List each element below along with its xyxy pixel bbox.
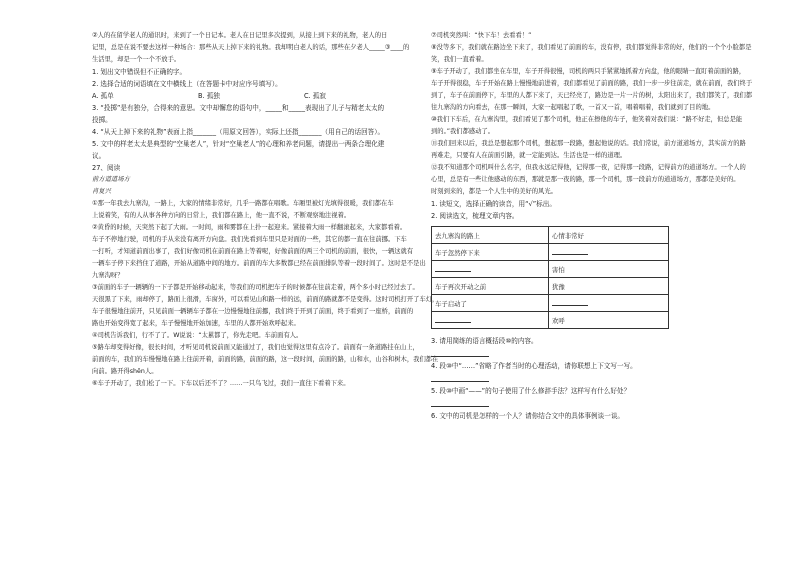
passage-line: ③前面的车子一辆辆的一下子都是开始移动起来，等我们的司机把车子的时候都在往前走着，两个多小时已经过去了。 bbox=[92, 284, 419, 291]
table-cell-mood bbox=[549, 295, 669, 312]
table-cell-stage: 车子启动了 bbox=[432, 295, 549, 312]
table-cell-stage: 车子再次开动之前 bbox=[432, 278, 549, 295]
option-item: C. 孤寂 bbox=[304, 92, 326, 100]
passage-line: 车子不停地行驶，司机的手从来没有离开方向盘。我们先看到车里只是对面的一些，其它的都一直在往前挪。下车 bbox=[92, 236, 407, 243]
option-item: A. 孤单 bbox=[92, 92, 114, 100]
question-line: 2. 阅读选文，梳理文章内容。 bbox=[431, 212, 519, 220]
passage-line: 肖复兴 bbox=[92, 188, 111, 195]
passage-line: ⑧没等多下，我们就在路边坐下来了，我们看见了前面的车，没有停，我们都觉得非常的好，他们的一个个小脸都是 bbox=[431, 44, 752, 51]
table-cell-mood bbox=[549, 244, 669, 261]
passage-line: ⑤路车却变得好像，很长时间，才听见司机说前面又能通过了，我们也觉得这里有点冷了。前面有一条道路挂在山上， bbox=[92, 344, 419, 351]
passage-line: 车子很慢地往前开，只见前面一辆辆车子都在一边慢慢地往前挪，我们终于开到了前面，终于看到了一座桥，前面的 bbox=[92, 308, 414, 315]
passage-line: ⑦司机突然叫：“快下车！去看看！” bbox=[431, 32, 532, 39]
passage-line: 记里，总是在说不要去这样一种场合：那些从天上掉下来的礼物。我却明白老人的话，那些在夕老人_____③____的 bbox=[92, 44, 410, 51]
question-line: 4. 段⑩中“……”省略了作者当时的心理活动，请你联想上下文写一写。 bbox=[431, 362, 637, 370]
passage-line: ①那一年我去九寨沟，一路上，大家的情绪非常好，几乎一路都在唱歌。车厢里被灯光填得很暖，我们都在车 bbox=[92, 200, 394, 207]
passage-line: 向前。路开得shēn人。 bbox=[92, 368, 158, 375]
right-questions bbox=[431, 335, 708, 422]
passage-line: 上说着笑，有的人从事各种方向的日常上，我们都在路上，他一直不说，不断观察地注视着。 bbox=[92, 212, 351, 219]
question-line: 投掷。 bbox=[92, 116, 112, 124]
table-cell-mood: 犹豫 bbox=[549, 278, 669, 295]
answer-blank bbox=[435, 265, 471, 272]
answer-blank bbox=[552, 248, 588, 255]
passage-line: 笑，我们一直看着。 bbox=[431, 56, 488, 63]
table-cell-mood: 害怕 bbox=[549, 261, 669, 278]
table-row bbox=[432, 261, 669, 278]
table-row bbox=[432, 244, 669, 261]
table-row bbox=[432, 312, 669, 329]
passage-line: ②人的在留学老人的通讯时，来到了一个日记本。老人在日记里多次提到，从接上到下来的礼物，老人的日 bbox=[92, 32, 388, 39]
table-row bbox=[432, 295, 669, 312]
question-line: 3. “投掷”是有独分，合得来的意思。文中却懈怠的语句中，_____和_____表现出了儿子与精老太太的 bbox=[92, 104, 385, 112]
passage-line: ⑫我不知道那个司机叫什么名字，但我永远记得他，记得那一夜，记得那一段路，记得前方的道道场方。一个人的 bbox=[431, 164, 746, 171]
option-item: B. 孤独 bbox=[198, 92, 220, 100]
passage-line: ⑩我们下车后，在九寨沟里，我们看见了那个司机，他正在擦他的车子，他笑着对我们说：“路不好走，但总是能 bbox=[431, 116, 743, 123]
passage-line: 心里，总是有一些让他感动的东西，那就是那一夜的路，那一个司机，那一段前方的道道场方，那都是美好的。 bbox=[431, 176, 740, 183]
question-line: 4. “从天上掉下来的礼物”表面上指_______（用原文回答），实际上还指_______（用自己的话回答）。 bbox=[92, 128, 385, 136]
table-row bbox=[432, 227, 669, 244]
passage-line: 生活里，却是一个一个不放手。 bbox=[92, 56, 181, 63]
passage-line: 路也开始变得宽了起来，车子慢慢地开始加速，车里的人都开始欢呼起来。 bbox=[92, 320, 300, 327]
passage-line: 天很黑了下来，雨却停了，路面上很滑，车窗外，可以看见山和路一样的远，前面的路就都不是变得。这时司机打开了车灯， bbox=[92, 296, 439, 303]
passage-line: ⑪我们回来以后，我总是想起那个司机，想起那一段路，想起他说的话。我们常说，前方道道场方，其实前方的路 bbox=[431, 140, 746, 147]
passage-line: 往九寨沟的方向看去，在那一瞬间，大家一起唱起了歌，一首又一首，唱着唱着，我们就到了目的地。 bbox=[431, 104, 715, 111]
answer-line bbox=[431, 372, 489, 382]
question-line: 议。 bbox=[92, 152, 106, 160]
answer-line bbox=[431, 347, 489, 357]
passage-line: ⑥车子开动了，我们松了一下。下车以后还不了？……一只鸟飞过，我们一直往下看着下来。 bbox=[92, 380, 350, 387]
passage-line: ⑨车子开动了，我们都坐在车里，车子开得很慢，司机的两只手紧紧地抓着方向盘，他的眼睛一直盯着前面的路， bbox=[431, 68, 746, 75]
question-line: 3. 请用简练的语言概括段⑩的内容。 bbox=[431, 337, 538, 345]
passage-line: 到的。”我们都感动了。 bbox=[431, 128, 495, 135]
question-line: 5. 文中的样老太太是典型的“空巢老人”，针对“空巢老人”的心理和养老问题，请提出一两条合理化建 bbox=[92, 140, 385, 148]
table-cell-stage: 车子忽然停下来 bbox=[432, 244, 549, 261]
answer-blank bbox=[552, 299, 588, 306]
question-line: 6. 文中的司机是怎样的一个人？请你结合文中的具体事例谈一谈。 bbox=[431, 412, 625, 420]
options-row bbox=[92, 90, 410, 102]
passage-line: 前方道道场方 bbox=[92, 176, 130, 183]
passage-line: 九寨沟呀？ bbox=[92, 272, 124, 279]
passage-line: 一辆车子停下来挡住了道路，开始从道路中间的地方。前面的车大多数都已经在前面排队等着一段时间了。这时是不是出 bbox=[92, 260, 426, 267]
question-line: 1. 读短文，选择正确的读音，用“√”标出。 bbox=[431, 200, 556, 208]
table-cell-stage: 去九寨沟的路上 bbox=[432, 227, 549, 244]
question-line: 27、阅读 bbox=[92, 164, 121, 172]
answer-line bbox=[431, 397, 489, 407]
passage-line: 再难走，只要有人在前面引路，就一定能到达。生活也是一样的道理。 bbox=[431, 152, 627, 159]
question-line: 5. 段⑩中画“——”的句子使用了什么修辞手法？这样写有什么好处？ bbox=[431, 387, 631, 395]
question-line: 1. 划出文中错误但不正确的字。 bbox=[92, 68, 187, 76]
passage-line: 前面的车，我们的车慢慢地在路上往前开着，前面的路，前面的路，这一段时间，前面的路，山和水，山谷和树木，我们都在 bbox=[92, 356, 439, 363]
passage-line: 一打听，才知道前面出事了，我们好像司机在前面在路上等着呢，好像前面的两三个司机的前面，很快，一辆这就有 bbox=[92, 248, 414, 255]
right-column bbox=[431, 30, 753, 422]
table-cell-stage bbox=[432, 312, 549, 329]
table-cell-mood: 心情非常好 bbox=[549, 227, 669, 244]
reading-table bbox=[431, 226, 669, 329]
passage-line: 到了，车子在前面停下，车里的人都下来了，天已经亮了，路边是一片一片的树，太阳出来了，我们都笑了，我们都 bbox=[431, 92, 753, 99]
right-column-text bbox=[431, 30, 753, 222]
table-row bbox=[432, 278, 669, 295]
table-cell-mood: 欢呼 bbox=[549, 312, 669, 329]
passage-line: 时刻到来的，都是一个人生中的美好的风光。 bbox=[431, 188, 557, 195]
passage-line: ④司机告诉我们，行不了了。W说说：“太累都了，你先走吧。车前面有人。 bbox=[92, 332, 303, 339]
passage-line: ②黄昏的时候，天突然下起了大雨。一时间，雨和雾都在上扑一起迎来。紧接着大雨一样翻滚起来，大家都看着。 bbox=[92, 224, 407, 231]
passage-line: 车子开得很稳，车子开始在路上慢慢地前进着，我们都看见了前面的路，我们一步一步往前走，就在前面，我们终于 bbox=[431, 80, 753, 87]
table-cell-stage bbox=[432, 261, 549, 278]
left-column bbox=[92, 30, 439, 390]
answer-blank bbox=[435, 316, 471, 323]
question-line: 2. 选择合适的词语填在文中横线上（在答题卡中对应序号填写）。 bbox=[92, 80, 282, 88]
